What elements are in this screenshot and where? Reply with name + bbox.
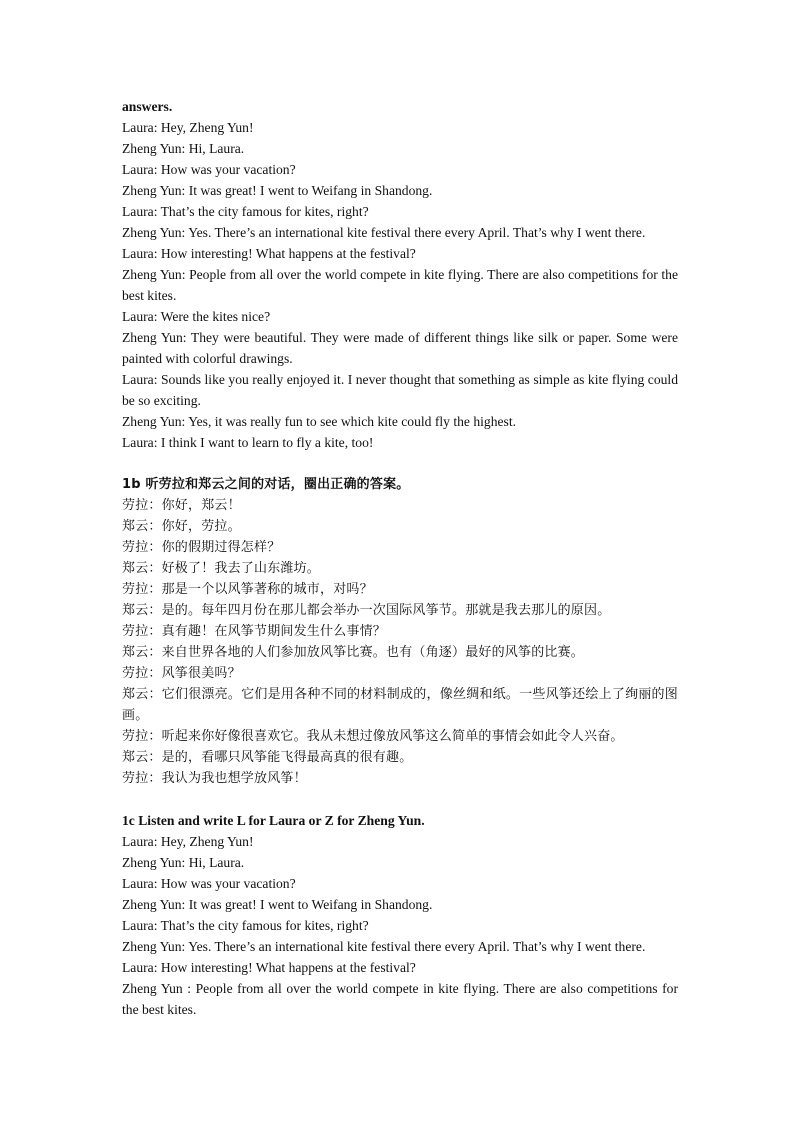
dialogue-line: Laura: That’s the city famous for kites, right? [122,204,369,219]
section-1b [122,474,678,789]
dialogue-line: 劳拉：风筝很美吗？ [122,666,241,681]
dialogue-line: Laura: I think I want to learn to fly a kite, too! [122,435,374,450]
dialogue-line: Zheng Yun : People from all over the world compete in kite flying. There are also competitions for the best kites. [122,981,678,1017]
dialogue-line: Zheng Yun: Yes, it was really fun to see which kite could fly the highest. [122,414,517,429]
dialogue-line: Zheng Yun: It was great! I went to Weifang in Shandong. [122,897,433,912]
section-1c [122,810,678,1020]
dialogue-line: Zheng Yun: Yes. There’s an international kite festival there every April. That’s why I went there. [122,225,646,240]
dialogue-line: Zheng Yun: They were beautiful. They were made of different things like silk or paper. Some were painted with colorful drawings. [122,330,678,366]
section-spacer [122,453,678,474]
dialogue-line: 郑云：是的，看哪只风筝能飞得最高真的很有趣。 [122,750,413,765]
dialogue-line: Zheng Yun: Yes. There’s an international kite festival there every April. That’s why I went there. [122,939,646,954]
dialogue-line: Laura: Hey, Zheng Yun! [122,120,254,135]
dialogue-line: Zheng Yun: It was great! I went to Weifang in Shandong. [122,183,433,198]
dialogue-line: 劳拉：真有趣！在风筝节期间发生什么事情？ [122,624,387,639]
section-heading: 1b 听劳拉和郑云之间的对话，圈出正确的答案。 [122,477,410,492]
section-answers [122,96,678,453]
dialogue-line: Laura: How interesting! What happens at the festival? [122,246,416,261]
dialogue-line: 郑云：来自世界各地的人们参加放风筝比赛。也有（角逐）最好的风筝的比赛。 [122,645,585,660]
dialogue-line: Laura: Were the kites nice? [122,309,271,324]
dialogue-line: Zheng Yun: Hi, Laura. [122,855,245,870]
section-heading: answers. [122,99,173,114]
dialogue-line: Laura: Sounds like you really enjoyed it. I never thought that something as simple as kite flying could be so exciting. [122,372,678,408]
dialogue-line: Laura: That’s the city famous for kites, right? [122,918,369,933]
document-body [122,96,678,1020]
dialogue-line: Zheng Yun: Hi, Laura. [122,141,245,156]
dialogue-line: Laura: How was your vacation? [122,162,296,177]
dialogue-line: Zheng Yun: People from all over the world compete in kite flying. There are also competitions for the best kites. [122,267,678,303]
dialogue-line: 劳拉：那是一个以风筝著称的城市，对吗？ [122,582,373,597]
dialogue-line: 劳拉：你的假期过得怎样？ [122,540,281,555]
section-heading: 1c Listen and write L for Laura or Z for Zheng Yun. [122,813,425,828]
dialogue-line: 劳拉：你好，郑云！ [122,498,241,513]
dialogue-line: 郑云：是的。每年四月份在那儿都会举办一次国际风筝节。那就是我去那儿的原因。 [122,603,611,618]
dialogue-line: 郑云：你好，劳拉。 [122,519,241,534]
section-spacer [122,789,678,810]
dialogue-line: Laura: How interesting! What happens at the festival? [122,960,416,975]
dialogue-line: 郑云：它们很漂亮。它们是用各种不同的材料制成的，像丝绸和纸。一些风筝还绘上了绚丽的图画。 [122,687,678,723]
dialogue-line: 劳拉：听起来你好像很喜欢它。我从未想过像放风筝这么简单的事情会如此令人兴奋。 [122,729,624,744]
dialogue-line: 劳拉：我认为我也想学放风筝！ [122,771,307,786]
dialogue-line: Laura: Hey, Zheng Yun! [122,834,254,849]
dialogue-line: 郑云：好极了！我去了山东潍坊。 [122,561,321,576]
dialogue-line: Laura: How was your vacation? [122,876,296,891]
